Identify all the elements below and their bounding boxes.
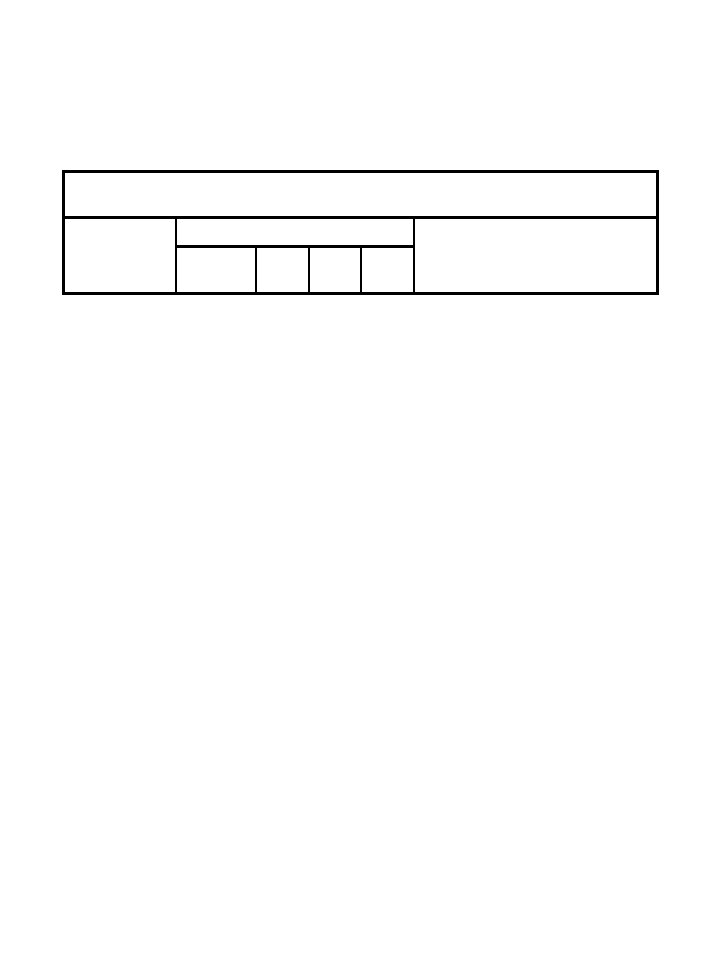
month-title [64,172,658,218]
group-header-row [64,218,658,247]
school-logo-watermark [130,368,600,603]
footer-ribbon [62,962,180,970]
week-4-header [176,247,256,294]
title-row [64,172,658,218]
bottom-flower-border [0,872,720,970]
staff-column-header [64,218,176,294]
week-1-header [361,247,414,294]
week-2-header [309,247,361,294]
best-time-header [176,218,414,247]
task-column-header [414,218,658,294]
month-schedule-table [62,170,659,295]
top-flower-border [0,8,720,113]
week-3-header [256,247,309,294]
